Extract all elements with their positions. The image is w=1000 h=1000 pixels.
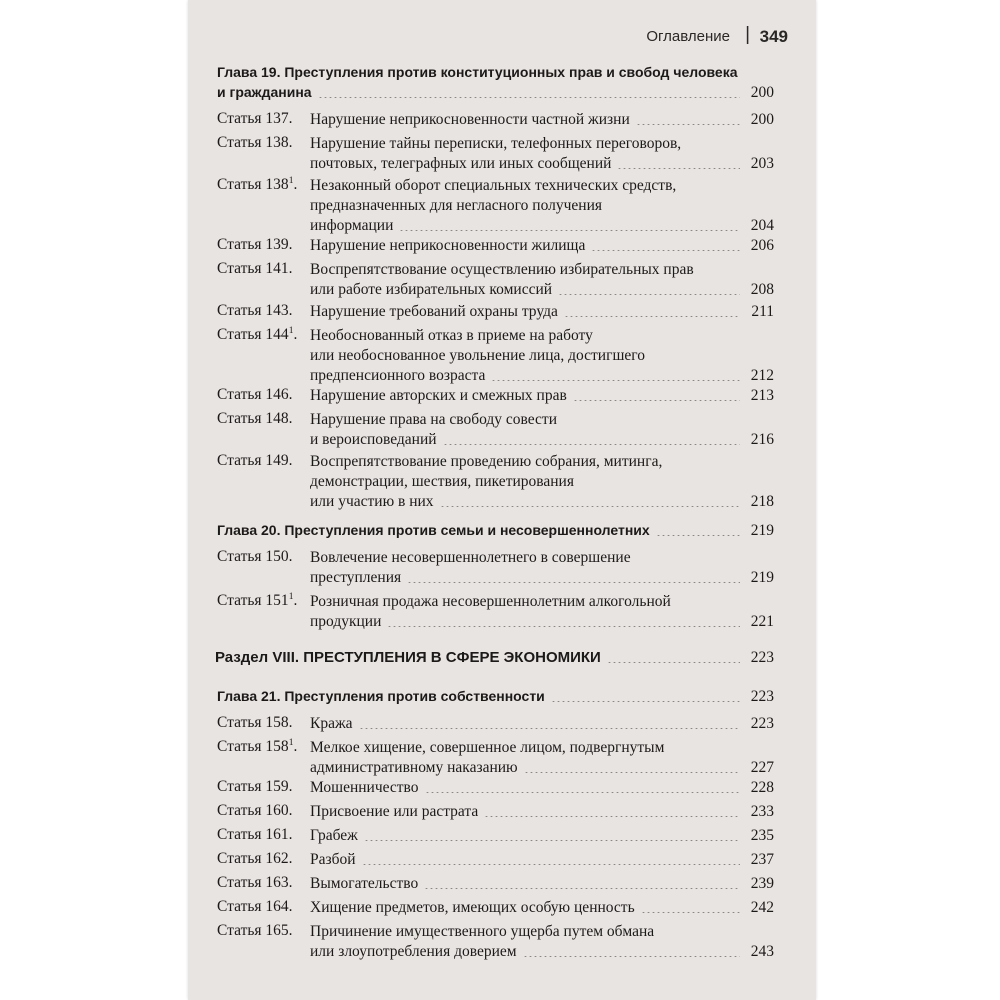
entry-leader-line: [310, 850, 774, 870]
entry-title-line: Вовлечение несовершеннолетнего в совершение: [310, 549, 631, 566]
entry-leader-line: [310, 568, 774, 588]
entry-title-line: предназначенных для негласного получения: [310, 197, 602, 214]
article-label-end: .: [293, 326, 298, 343]
article-superscript: 1: [288, 175, 294, 186]
entry-leader-line: [217, 686, 774, 707]
entry-title-line: или работе избирательных комиссий: [310, 281, 553, 298]
header-title: Оглавление: [646, 28, 730, 45]
page-number: 204: [750, 217, 774, 234]
entry-leader-line: [310, 874, 774, 894]
page-number: 219: [750, 522, 774, 539]
dot-leader: [440, 506, 740, 507]
dot-leader: [407, 582, 740, 583]
entry-title-line: Глава 20. Преступления против семьи и несовершеннолетних: [217, 522, 650, 538]
entry-leader-line: [310, 430, 774, 450]
dot-leader: [636, 124, 740, 125]
article-label: Статья 139.: [217, 236, 293, 253]
dot-leader: [318, 97, 740, 98]
dot-leader: [523, 956, 740, 957]
article-label: Статья 162.: [217, 850, 293, 867]
page-number: 233: [750, 803, 774, 820]
page-number: 221: [750, 613, 774, 630]
article-number: [217, 236, 293, 254]
article-number: [217, 922, 293, 940]
entry-leader-line: [310, 216, 774, 236]
page-number: 235: [750, 827, 774, 844]
entry-title-line: продукции: [310, 613, 382, 630]
article-label: Статья 143.: [217, 302, 293, 319]
article-number: [217, 898, 293, 916]
entry-title-line: Мошенничество: [310, 779, 419, 796]
article-number: [217, 134, 293, 152]
dot-leader: [425, 792, 740, 793]
entry-title-line: и гражданина: [217, 84, 312, 100]
entry-title-line: Незаконный оборот специальных технических средств,: [310, 177, 677, 194]
article-label: Статья 144: [217, 326, 289, 343]
entry-title-line: Глава 19. Преступления против конституционных прав и свобод человека: [217, 64, 738, 80]
article-label-end: .: [293, 176, 298, 193]
page-number: 206: [750, 237, 774, 254]
article-superscript: 1: [288, 591, 294, 602]
page-number: 219: [750, 569, 774, 586]
entry-leader-line: [310, 492, 774, 512]
article-label: Статья 158.: [217, 714, 293, 731]
article-number: [217, 850, 293, 868]
article-number: [217, 826, 293, 844]
entry-title-line: преступления: [310, 569, 402, 586]
dot-leader: [443, 444, 740, 445]
entry-title-line: или злоупотребления доверием: [310, 943, 517, 960]
article-label: Статья 150.: [217, 548, 293, 565]
entry-leader-line: [310, 758, 774, 778]
entry-title-line: Необоснованный отказ в приеме на работу: [310, 327, 593, 344]
article-number: [217, 714, 293, 732]
entry-leader-line: [310, 280, 774, 300]
entry-leader-line: [310, 778, 774, 798]
dot-leader: [564, 316, 740, 317]
entry-title-line: и вероисповеданий: [310, 431, 437, 448]
page-number: 239: [750, 875, 774, 892]
entry-title-line: Нарушение авторских и смежных прав: [310, 387, 567, 404]
article-label: Статья 146.: [217, 386, 293, 403]
article-number: [217, 592, 297, 610]
entry-leader-line: [310, 110, 774, 130]
entry-leader-line: [310, 802, 774, 822]
entry-title-line: или участию в них: [310, 493, 434, 510]
article-number: [217, 302, 293, 320]
entry-title-line: почтовых, телеграфных или иных сообщений: [310, 155, 612, 172]
entry-leader-line: [215, 648, 774, 668]
page-number: 203: [750, 155, 774, 172]
page-number: 208: [750, 281, 774, 298]
dot-leader: [591, 250, 740, 251]
dot-leader: [607, 662, 740, 663]
article-number: [217, 778, 293, 796]
entry-title-line: Нарушение требований охраны труда: [310, 303, 558, 320]
entry-title-line: Раздел VIII. ПРЕСТУПЛЕНИЯ В СФЕРЕ ЭКОНОМИКИ: [215, 649, 601, 666]
entry-leader-line: [310, 366, 774, 386]
entry-leader-line: [310, 612, 774, 632]
dot-leader: [399, 230, 740, 231]
header-page-number: 349: [759, 27, 788, 46]
dot-leader: [364, 840, 740, 841]
page-number: 213: [750, 387, 774, 404]
page-number: 200: [750, 84, 774, 101]
article-label: Статья 158: [217, 738, 289, 755]
entry-title-line: Розничная продажа несовершеннолетним алкогольной: [310, 593, 671, 610]
page-number: 237: [750, 851, 774, 868]
article-label: Статья 148.: [217, 410, 293, 427]
article-label: Статья 149.: [217, 452, 293, 469]
entry-title-line: Разбой: [310, 851, 356, 868]
page-number: 200: [750, 111, 774, 128]
dot-leader: [551, 701, 740, 702]
entry-title-line: Нарушение неприкосновенности частной жизни: [310, 111, 630, 128]
article-number: [217, 410, 293, 428]
article-number: [217, 738, 297, 756]
article-number: [217, 386, 293, 404]
entry-title-line: Нарушение неприкосновенности жилища: [310, 237, 586, 254]
entry-leader-line: [310, 714, 774, 734]
page-number: 218: [750, 493, 774, 510]
article-label-end: .: [293, 738, 298, 755]
page-number: 227: [750, 759, 774, 776]
entry-title-line: Глава 21. Преступления против собственности: [217, 688, 545, 704]
entry-leader-line: [217, 520, 774, 541]
dot-leader: [484, 816, 740, 817]
entry-title-line: или необоснованное увольнение лица, достигшего: [310, 347, 645, 364]
article-label: Статья 165.: [217, 922, 293, 939]
page-number: 211: [751, 303, 774, 320]
page-number: 242: [750, 899, 774, 916]
dot-leader: [573, 400, 740, 401]
article-number: [217, 110, 293, 128]
header-separator: |: [745, 24, 750, 45]
entry-title-line: Воспрепятствование проведению собрания, митинга,: [310, 453, 663, 470]
entry-title-line: Хищение предметов, имеющих особую ценность: [310, 899, 635, 916]
dot-leader: [362, 864, 740, 865]
article-number: [217, 260, 293, 278]
article-label: Статья 160.: [217, 802, 293, 819]
article-label: Статья 159.: [217, 778, 293, 795]
entry-title-line: Причинение имущественного ущерба путем обмана: [310, 923, 655, 940]
entry-leader-line: [310, 302, 774, 322]
page-number: 212: [750, 367, 774, 384]
entry-title-line: предпенсионного возраста: [310, 367, 486, 384]
entry-leader-line: [310, 898, 774, 918]
entry-title-line: информации: [310, 217, 394, 234]
page-number: 228: [750, 779, 774, 796]
article-number: [217, 452, 293, 470]
entry-title-line: Воспрепятствование осуществлению избирательных прав: [310, 261, 694, 278]
article-label: Статья 137.: [217, 110, 293, 127]
entry-leader-line: [310, 386, 774, 406]
entry-title-line: административному наказанию: [310, 759, 518, 776]
article-label: Статья 138.: [217, 134, 293, 151]
article-number: [217, 176, 297, 194]
page-number: 223: [750, 715, 774, 732]
entry-leader-line: [310, 236, 774, 256]
entry-title-line: Присвоение или растрата: [310, 803, 479, 820]
dot-leader: [656, 535, 740, 536]
article-superscript: 1: [288, 737, 294, 748]
dot-leader: [359, 728, 740, 729]
entry-title-line: Кража: [310, 715, 353, 732]
page-number: 243: [750, 943, 774, 960]
article-label: Статья 164.: [217, 898, 293, 915]
article-label: Статья 151: [217, 592, 289, 609]
article-superscript: 1: [288, 325, 294, 336]
page-number: 223: [750, 649, 774, 666]
dot-leader: [524, 772, 740, 773]
dot-leader: [424, 888, 740, 889]
entry-title-line: Вымогательство: [310, 875, 419, 892]
dot-leader: [558, 294, 740, 295]
entry-title-line: Мелкое хищение, совершенное лицом, подвергнутым: [310, 739, 665, 756]
entry-title-line: Нарушение права на свободу совести: [310, 411, 557, 428]
article-label-end: .: [293, 592, 298, 609]
article-number: [217, 802, 293, 820]
entry-leader-line: [310, 942, 774, 962]
entry-title-line: демонстрации, шествия, пикетирования: [310, 473, 574, 490]
entry-leader-line: [310, 826, 774, 846]
page-number: 223: [750, 688, 774, 705]
article-label: Статья 163.: [217, 874, 293, 891]
article-label: Статья 138: [217, 176, 289, 193]
table-of-contents: [188, 0, 816, 1000]
dot-leader: [617, 168, 740, 169]
article-number: [217, 326, 297, 344]
dot-leader: [387, 626, 740, 627]
entry-leader-line: [310, 154, 774, 174]
dot-leader: [491, 380, 740, 381]
entry-title-line: Нарушение тайны переписки, телефонных переговоров,: [310, 135, 682, 152]
entry-title-line: Грабеж: [310, 827, 358, 844]
article-label: Статья 141.: [217, 260, 293, 277]
book-page: [188, 0, 816, 1000]
article-number: [217, 548, 293, 566]
article-number: [217, 874, 293, 892]
dot-leader: [641, 912, 740, 913]
entry-leader-line: [217, 82, 774, 103]
page-number: 216: [750, 431, 774, 448]
article-label: Статья 161.: [217, 826, 293, 843]
